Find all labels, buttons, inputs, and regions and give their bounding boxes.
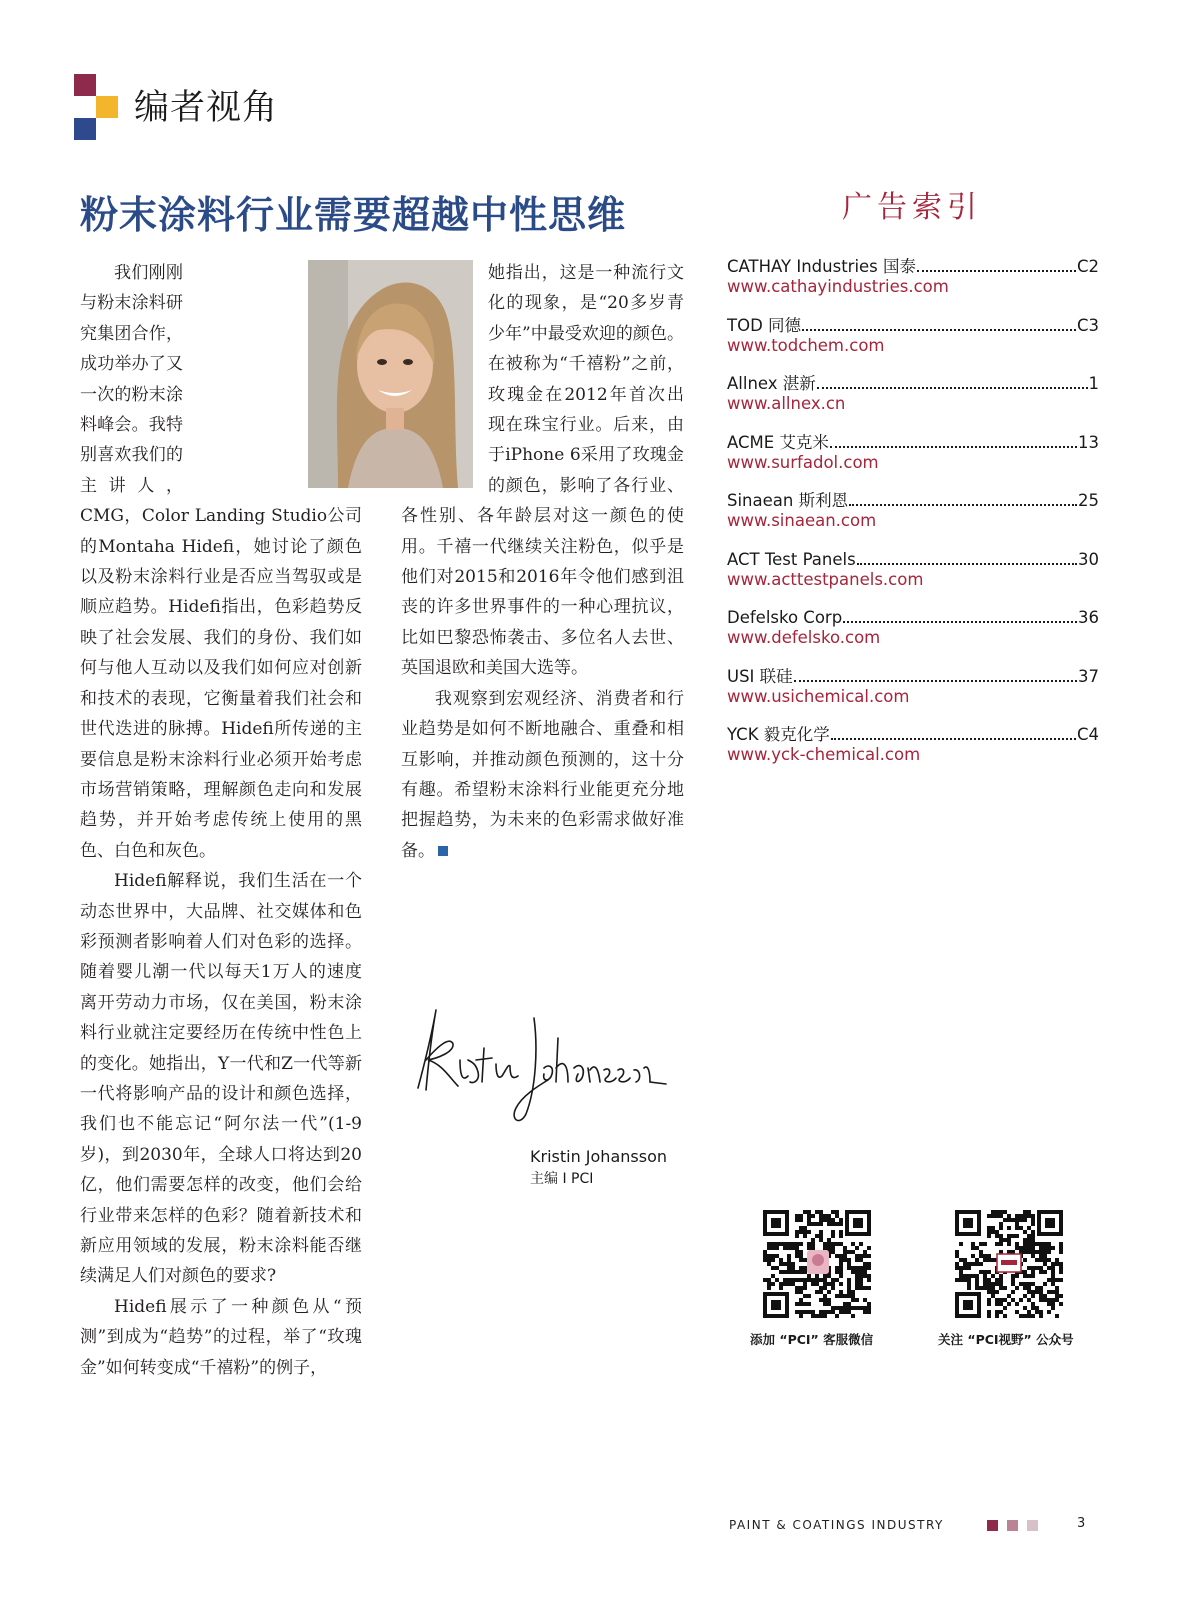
footer-square-mid <box>1007 1520 1018 1531</box>
wechat-service-qr-code[interactable] <box>763 1210 871 1318</box>
article-headline: 粉末涂料行业需要超越中性思维 <box>80 193 627 237</box>
ad-entry <box>727 490 1099 549</box>
paragraph-text: 我观察到宏观经济、消费者和行业趋势是如何不断地融合、重叠和相互影响，并推动颜色预测的，这十分有趣。希望粉末涂料行业能更充分地把握趋势，为未来的色彩需求做好准备。 <box>401 688 684 861</box>
ad-page: 37 <box>1078 666 1099 686</box>
ad-index-list <box>727 256 1099 783</box>
ad-name: Allnex 湛新 <box>727 374 816 393</box>
footer-square-light <box>1027 1520 1038 1531</box>
ad-url-link[interactable]: www.todchem.com <box>727 335 885 355</box>
footer-square-dark <box>987 1520 998 1531</box>
author-role: 主编 I PCI <box>530 1171 594 1187</box>
section-logo <box>74 74 118 138</box>
ad-name: CATHAY Industries 国泰 <box>727 257 917 276</box>
wechat-official-account-qr-code[interactable] <box>955 1210 1063 1318</box>
portrait-illustration <box>308 260 473 488</box>
paragraph: 我们刚刚与粉末涂料研究集团合作，成功举办了又一次的粉末涂料峰会。我特别喜欢我们的主讲人，CMG，Color Landing Studio公司的Montaha Hidefi，她讨论了颜色以及粉末涂料行业是否应当驾驭或是顺应趋势。Hidefi指出，色彩趋势反映了社会发展、我们的身份、我们如何与他人互动以及我们如何应对创新和技术的表现，它衡量着我们社会和世代迭进的脉搏。Hidefi所传递的主要信息是粉末涂料行业必须开始考虑市场营销策略，理解颜色走向和发展趋势，并开始考虑传统上使用的黑色、白色和灰色。 <box>80 263 362 861</box>
qr-caption-wechat-service: 添加 “PCI” 客服微信 <box>750 1332 874 1347</box>
ad-entry <box>727 549 1099 608</box>
logo-square-yellow <box>96 96 118 118</box>
logo-square-blue <box>74 118 96 140</box>
ad-name: TOD 同德 <box>727 315 802 335</box>
ad-page: C4 <box>1076 725 1099 744</box>
ad-name: ACT Test Panels <box>727 549 856 569</box>
ad-entry <box>727 724 1099 783</box>
ad-entry <box>727 315 1099 374</box>
ad-page: 25 <box>1078 491 1099 510</box>
ad-url-link[interactable]: www.usichemical.com <box>727 686 910 706</box>
end-mark-icon <box>438 846 448 856</box>
ad-page: 36 <box>1078 608 1099 627</box>
ad-page: 30 <box>1078 549 1099 569</box>
section-title: 编者视角 <box>134 88 279 128</box>
qr-caption-official-account: 关注 “PCI视野” 公众号 <box>938 1332 1074 1347</box>
paragraph: 她指出，这是一种流行文化的现象，是“20多岁青少年”中最受欢迎的颜色。在被称为“千禧粉”之前，玫瑰金在2012年首次出现在珠宝行业。后来，由于iPhone 6采用了玫瑰金的颜色，影响了各行业、各性别、各年龄层对这一颜色的使用。千禧一代继续关注粉色，似乎是他们对2015和2016年令他们感到沮丧的许多世界事件的一种心理抗议，比如巴黎恐怖袭击、多位名人去世、英国退欧和美国大选等。 <box>401 263 684 679</box>
author-photo <box>308 260 473 488</box>
ad-url-link[interactable]: www.surfadol.com <box>727 452 879 472</box>
paragraph: Hidefi展示了一种颜色从“预测”到成为“趋势”的过程，举了“玫瑰金”如何转变成“千禧粉”的例子， <box>80 1296 362 1378</box>
logo-square-maroon <box>74 74 96 96</box>
publication-name: PAINT & COATINGS INDUSTRY <box>729 1518 944 1532</box>
ad-entry <box>727 432 1099 491</box>
ad-entry <box>727 256 1099 315</box>
ad-page: 13 <box>1078 432 1099 452</box>
ad-name: ACME 艾克米 <box>727 432 829 452</box>
ad-name: YCK 毅克化学 <box>727 725 830 744</box>
ad-url-link[interactable]: www.sinaean.com <box>727 511 877 530</box>
ad-url-link[interactable]: www.defelsko.com <box>727 628 881 647</box>
ad-name: Sinaean 斯利恩 <box>727 491 849 510</box>
ad-url-link[interactable]: www.cathayindustries.com <box>727 277 949 296</box>
ad-entry <box>727 666 1099 725</box>
ad-name: Defelsko Corp <box>727 608 843 627</box>
page-number: 3 <box>1077 1516 1086 1531</box>
ad-page: C3 <box>1076 315 1099 335</box>
ad-index-title: 广告索引 <box>842 190 982 225</box>
ad-page: C2 <box>1076 257 1099 276</box>
author-name: Kristin Johansson <box>530 1147 667 1166</box>
ad-entry <box>727 607 1099 666</box>
ad-url-link[interactable]: www.allnex.cn <box>727 394 846 413</box>
ad-page: 1 <box>1088 374 1099 393</box>
author-signature <box>398 998 670 1128</box>
ad-name: USI 联硅 <box>727 666 793 686</box>
ad-url-link[interactable]: www.yck-chemical.com <box>727 745 921 764</box>
paragraph: Hidefi解释说，我们生活在一个动态世界中，大品牌、社交媒体和色彩预测者影响着人们对色彩的选择。随着婴儿潮一代以每天1万人的速度离开劳动力市场，仅在美国，粉末涂料行业就注定要经历在传统中性色上的变化。她指出，Y一代和Z一代等新一代将影响产品的设计和颜色选择，我们也不能忘记“阿尔法一代”(1-9岁)，到2030年，全球人口将达到20亿，他们需要怎样的改变，他们会给行业带来怎样的色彩？随着新技术和新应用领域的发展，粉末涂料能否继续满足人们对颜色的要求? <box>80 871 362 1287</box>
ad-entry <box>727 373 1099 432</box>
paragraph <box>401 684 684 866</box>
ad-url-link[interactable]: www.acttestpanels.com <box>727 569 924 589</box>
